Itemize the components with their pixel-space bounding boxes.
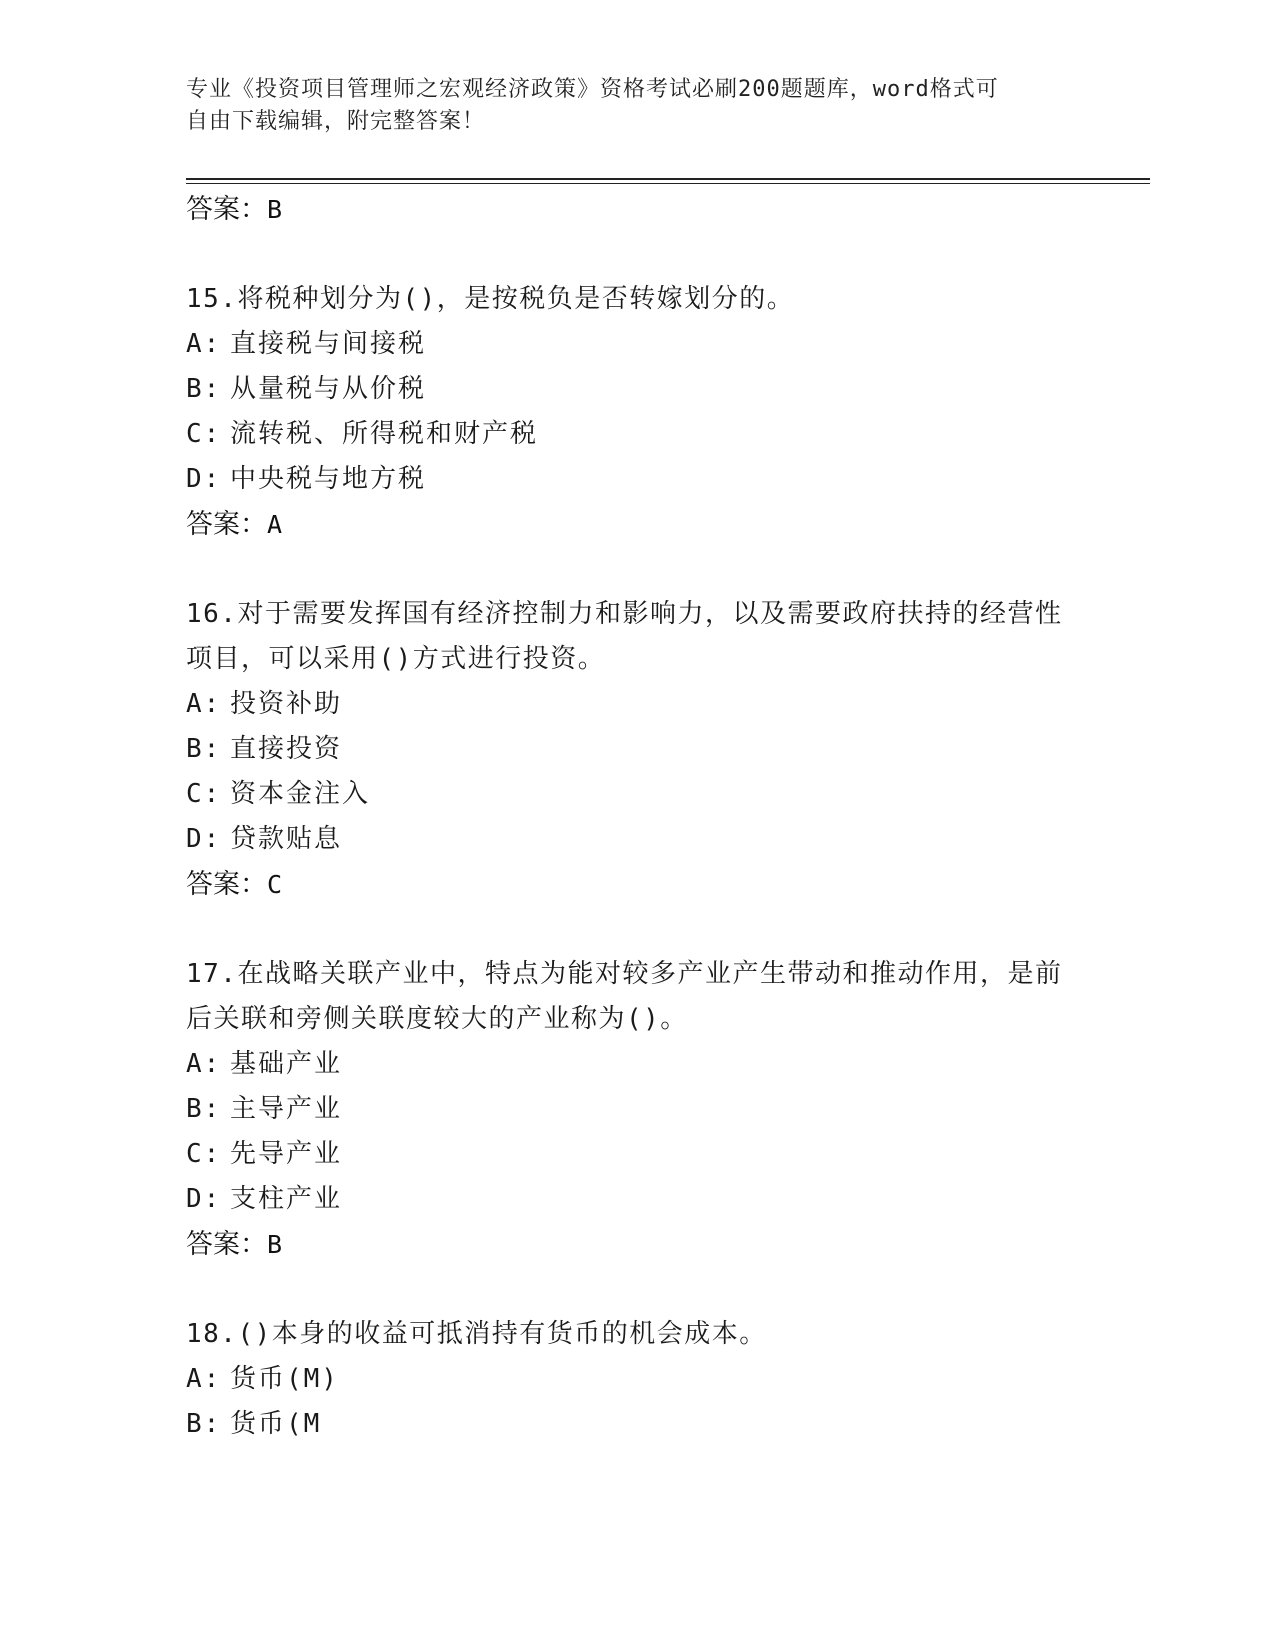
answer-line	[186, 862, 1086, 908]
option-letter: B:	[186, 734, 222, 764]
answer-line	[186, 502, 1086, 548]
option-text: 直接税与间接税	[230, 329, 427, 359]
option-letter: D:	[186, 824, 222, 854]
answer-line	[186, 1222, 1086, 1268]
question-block	[186, 1312, 1086, 1447]
option-text: 基础产业	[230, 1049, 343, 1079]
answer-prefix: 答案：	[186, 869, 267, 900]
document-header	[186, 74, 1066, 138]
option-a	[186, 322, 1086, 367]
answer-value: A	[267, 510, 283, 539]
option-text: 直接投资	[230, 734, 343, 764]
option-letter: D:	[186, 464, 222, 494]
option-letter: C:	[186, 779, 222, 809]
option-letter: D:	[186, 1184, 222, 1214]
question-list	[186, 187, 1086, 1447]
answer-line	[186, 187, 1086, 233]
header-line-2: 自由下载编辑，附完整答案！	[186, 109, 486, 134]
question-block	[186, 277, 1086, 548]
option-text: 货币(M	[230, 1409, 322, 1439]
option-letter: B:	[186, 374, 222, 404]
option-text: 先导产业	[230, 1139, 343, 1169]
option-a	[186, 1357, 1086, 1402]
option-a	[186, 682, 1086, 727]
question-text: 18.()本身的收益可抵消持有货币的机会成本。	[186, 1319, 767, 1349]
header-divider-thick	[186, 178, 1150, 180]
question-block	[186, 952, 1086, 1268]
answer-value: B	[267, 1230, 283, 1259]
answer-prefix: 答案：	[186, 194, 267, 225]
answer-prefix: 答案：	[186, 509, 267, 540]
option-c	[186, 412, 1086, 457]
option-text: 主导产业	[230, 1094, 343, 1124]
question-text: 16.对于需要发挥国有经济控制力和影响力，以及需要政府扶持的经营性项目，可以采用()方式进行投资。	[186, 599, 1063, 674]
option-text: 货币(M)	[230, 1364, 339, 1394]
header-divider-thin	[186, 183, 1150, 184]
option-letter: C:	[186, 1139, 222, 1169]
option-text: 投资补助	[230, 689, 343, 719]
question-block	[186, 592, 1086, 908]
question-text: 17.在战略关联产业中，特点为能对较多产业产生带动和推动作用，是前后关联和旁侧关联度较大的产业称为()。	[186, 959, 1063, 1034]
option-text: 从量税与从价税	[230, 374, 427, 404]
option-letter: B:	[186, 1409, 222, 1439]
option-a	[186, 1042, 1086, 1087]
header-line-1: 专业《投资项目管理师之宏观经济政策》资格考试必刷200题题库，word格式可	[186, 77, 999, 102]
option-text: 贷款贴息	[230, 824, 343, 854]
option-letter: A:	[186, 1364, 222, 1394]
option-letter: A:	[186, 1049, 222, 1079]
option-text: 支柱产业	[230, 1184, 343, 1214]
option-b	[186, 1402, 1086, 1447]
option-c	[186, 1132, 1086, 1177]
option-text: 中央税与地方税	[230, 464, 427, 494]
answer-value: C	[267, 870, 283, 899]
option-letter: B:	[186, 1094, 222, 1124]
option-letter: A:	[186, 329, 222, 359]
option-c	[186, 772, 1086, 817]
option-b	[186, 1087, 1086, 1132]
option-letter: C:	[186, 419, 222, 449]
option-b	[186, 727, 1086, 772]
question-text: 15.将税种划分为()，是按税负是否转嫁划分的。	[186, 284, 795, 314]
option-d	[186, 1177, 1086, 1222]
option-text: 流转税、所得税和财产税	[230, 419, 539, 449]
option-b	[186, 367, 1086, 412]
answer-prefix: 答案：	[186, 1229, 267, 1260]
option-d	[186, 817, 1086, 862]
answer-value: B	[267, 195, 283, 224]
option-text: 资本金注入	[230, 779, 371, 809]
option-d	[186, 457, 1086, 502]
option-letter: A:	[186, 689, 222, 719]
